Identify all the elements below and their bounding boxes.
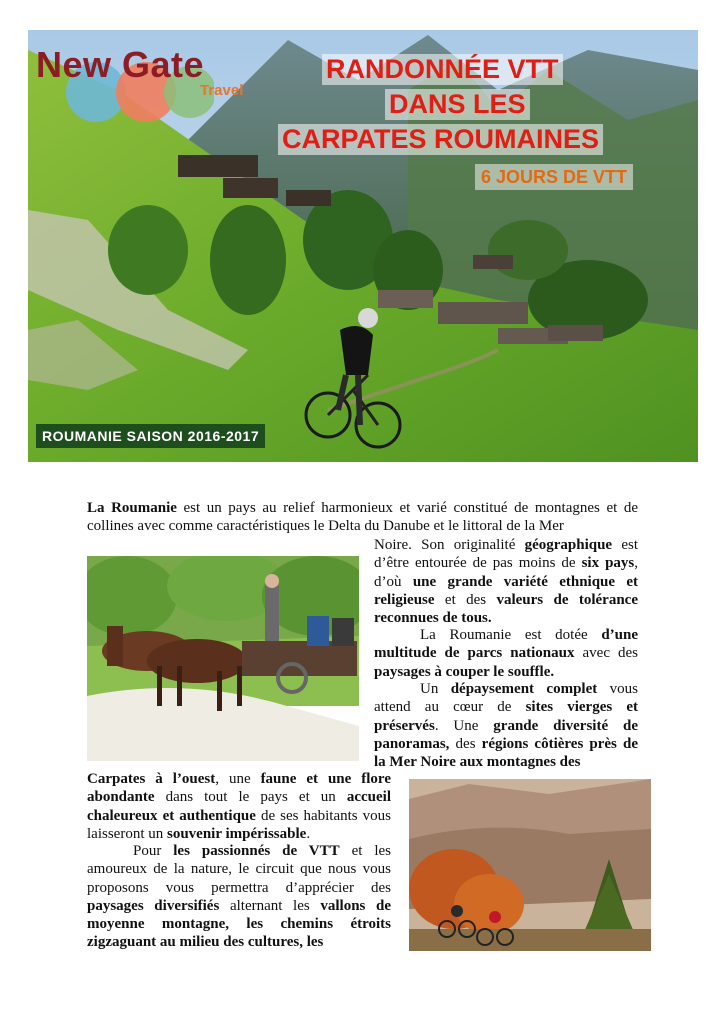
autumn-bikers-photo — [409, 779, 651, 951]
intro-bold: La Roumanie — [87, 500, 177, 516]
autumn-bikers-image — [409, 779, 651, 951]
horse-cart-photo — [87, 556, 359, 761]
paragraph-scenery: Un dépaysement complet vous attend au cœur de sites vierges et préservés. Une grande diversité de panoramas, des régions côtières près de la Mer Noire aux montagnes des — [374, 681, 638, 771]
paragraph-intro — [87, 499, 638, 536]
subtitle: 6 JOURS DE VTT — [475, 164, 633, 190]
paragraph-fauna: Carpates à l’ouest, une faune et une flore abondante dans tout le pays et un accueil chaleureux et authentique de ses habitants vous laisseront un souvenir impérissable. — [87, 771, 391, 842]
paragraph-geography: Noire. Son originalité géographique est d’être entourée de pas moins de six pays, d’où une grande variété ethnique et religieuse et des valeurs de tolérance reconnues de tous. — [374, 537, 639, 627]
paragraph-parks: La Roumanie est dotée d’une multitude de parcs nationaux avec des paysages à couper le souffle. — [374, 627, 638, 680]
title-line-1: RANDONNÉE VTT — [322, 54, 563, 85]
hero-photo — [28, 30, 698, 462]
paragraph-vtt: Pour les passionnés de VTT et les amoureux de la nature, le circuit que nous vous proposons vous permettra d’apprécier des paysages diversifiés alternant les vallons de moyenne montagne, les chemins étroits zigzaguant au milieu des cultures, les — [87, 843, 392, 951]
season-badge: ROUMANIE SAISON 2016-2017 — [36, 424, 265, 448]
title-line-3: CARPATES ROUMAINES — [278, 124, 603, 155]
logo-wordmark: New Gate — [36, 44, 205, 85]
title-line-2: DANS LES — [385, 89, 530, 120]
intro-text: est un pays au relief harmonieux et varié constitué de montagnes et de collines avec comme caractéristiques le Delta du Danube et le littoral de la Mer — [87, 500, 638, 535]
horse-cart-image — [87, 556, 359, 761]
logo-travel: Travel — [200, 82, 244, 99]
